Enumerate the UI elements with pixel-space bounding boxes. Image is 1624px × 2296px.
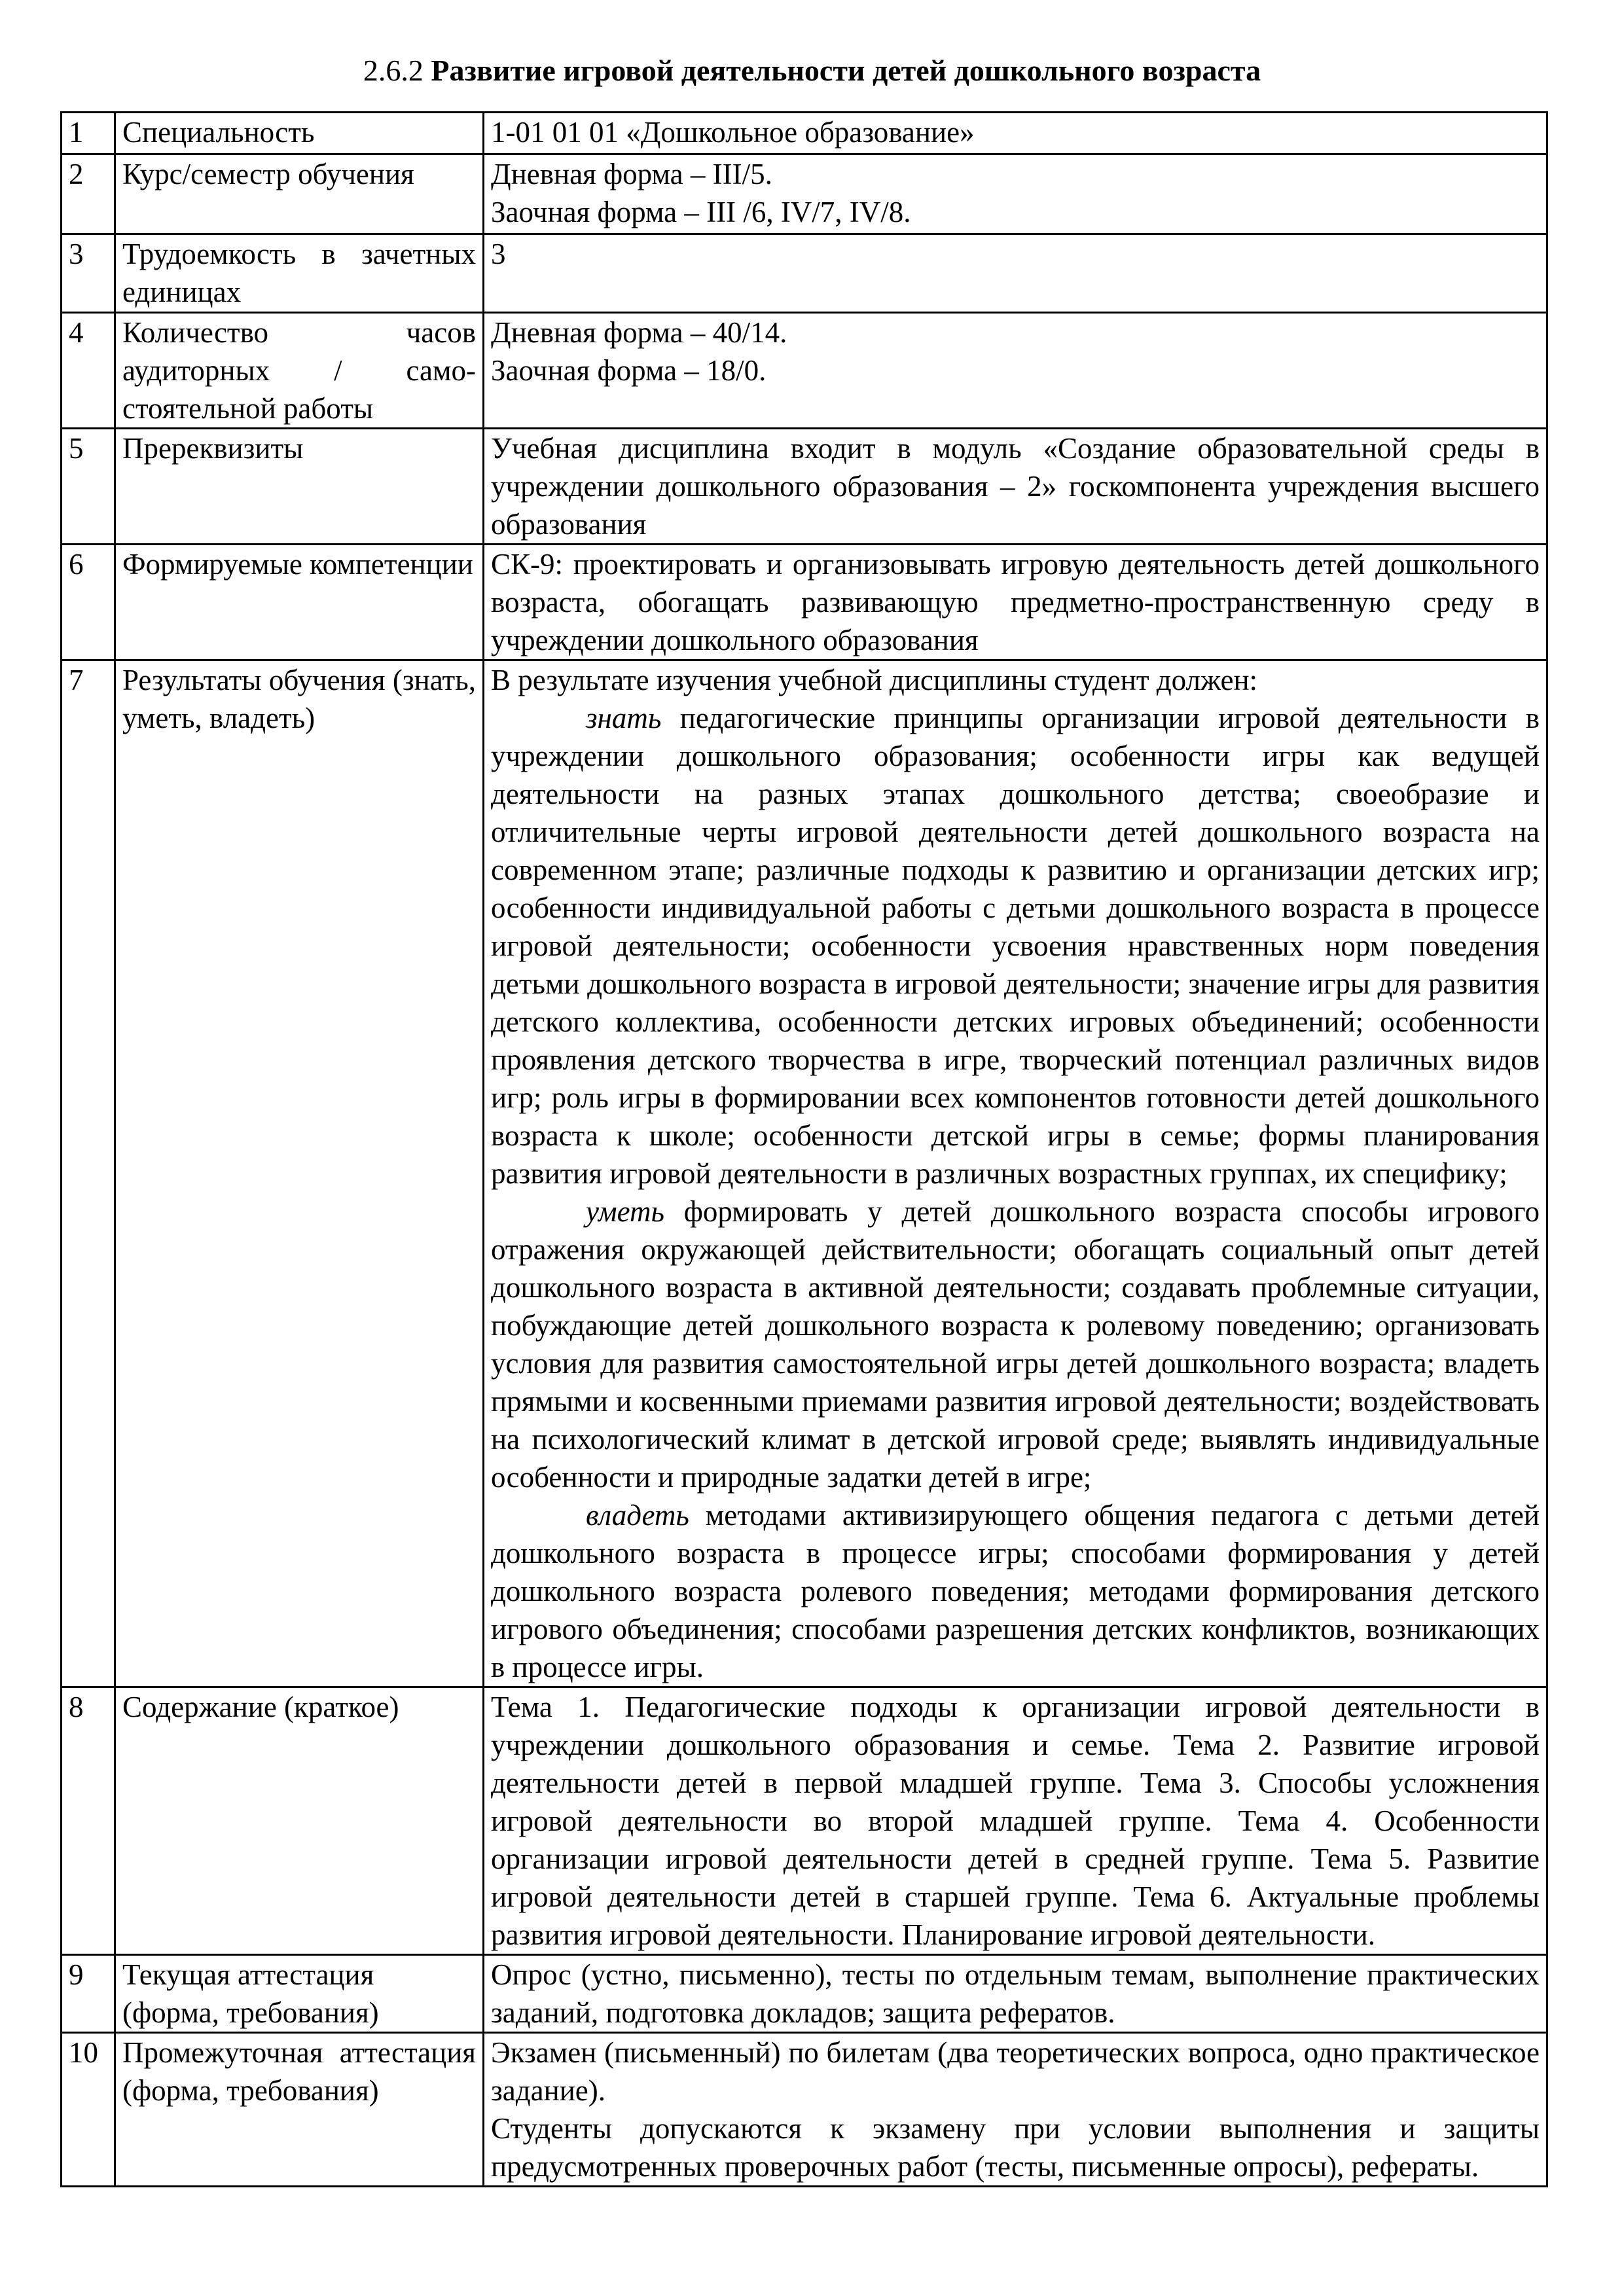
able-text: формировать у детей дошкольного возраста способы игрового отражения окружающей действительности; обогащать социальный опыт детей дошкольного возраста в активной деятельности; создавать проблемные ситуации, побуждающие детей дошкольного возраста к ролевому поведению; организовать условия для развития самостоятельной игры детей дошкольного возраста; владеть прямыми и косвенными приемами развития игровой деятельности; воздействовать на психологический климат в детской игровой среде; выявлять индивидуальные особенности и природные задатки детей в игре; [491,1195,1540,1494]
value-line: Дневная форма – III/5. [491,158,772,190]
row-value: 1-01 01 01 «Дошкольное образование» [484,113,1547,154]
table-row [62,1955,1547,2033]
section-title: Развитие игровой деятельности детей дошкольного возраста [431,54,1261,87]
results-know [491,699,1540,1193]
row-label: Результаты обучения (знать, уметь, владеть) [115,660,484,1687]
table-row [62,154,1547,234]
table-row [62,2033,1547,2187]
document-title [0,51,1624,90]
row-label: Промежуточная аттестация (форма, требования) [115,2033,484,2187]
row-value [484,660,1547,1687]
row-label: Содержание (краткое) [115,1687,484,1955]
row-number: 10 [62,2033,115,2187]
own-text: методами активизирующего общения педагога с детьми детей дошкольного возраста в процессе игры; способами формирования у детей дошкольного возраста ролевого поведения; методами формирования детского игрового объединения; способами разрешения детских конфликтов, возникающих в процессе игры. [491,1499,1540,1683]
row-value: Тема 1. Педагогические подходы к организации игровой деятельности в учреждении дошкольного образования и семье. Тема 2. Развитие игровой деятельности детей в первой младшей группе. Тема 3. Способы усложнения игровой деятельности во второй младшей группе. Тема 4. Особенности организации игровой деятельности детей в средней группе. Тема 5. Развитие игровой деятельности детей в старшей группе. Тема 6. Актуальные проблемы развития игровой деятельности. Планирование игровой деятельности. [484,1687,1547,1955]
table-row [62,660,1547,1687]
row-number: 9 [62,1955,115,2033]
row-label: Количество часов аудиторных / само-стоятельной работы [115,313,484,429]
row-value [484,313,1547,429]
row-number: 6 [62,545,115,660]
results-able [491,1193,1540,1496]
value-line: Дневная форма – 40/14. [491,316,787,349]
row-number: 3 [62,234,115,313]
results-intro: В результате изучения учебной дисциплины студент должен: [491,664,1258,696]
row-number: 1 [62,113,115,154]
row-value: СК-9: проектировать и организовывать игровую деятельность детей дошкольного возраста, обогащать развивающую предметно-пространственную среду в учреждении дошкольного образования [484,545,1547,660]
row-number: 7 [62,660,115,1687]
value-line: Экзамен (письменный) по билетам (два теоретических вопроса, одно практическое задание). [491,2036,1540,2107]
table-row [62,313,1547,429]
row-number: 5 [62,429,115,545]
section-number: 2.6.2 [363,54,424,87]
row-label: Специальность [115,113,484,154]
table-row [62,234,1547,313]
able-keyword: уметь [586,1195,664,1228]
discipline-table [60,111,1548,2187]
table-row [62,545,1547,660]
row-value: 3 [484,234,1547,313]
row-label: Трудоемкость в зачетных единицах [115,234,484,313]
know-text: педагогические принципы организации игровой деятельности в учреждении дошкольного образования; особенности игры как ведущей деятельности на разных этапах дошкольного детства; своеобразие и отличительные черты игровой деятельности детей дошкольного возраста на современном этапе; различные подходы к развитию и организации детских игр; особенности индивидуальной работы с детьми дошкольного возраста в процессе игровой деятельности; особенности усвоения нравственных норм поведения детьми дошкольного возраста в игровой деятельности; значение игры для развития детского коллектива, особенности детских игровых объединений; особенности проявления детского творчества в игре, творческий потенциал различных видов игр; роль игры в формировании всех компонентов готовности детей дошкольного возраста к школе; особенности детской игры в семье; формы планирования развития игровой деятельности в различных возрастных группах, их специфику; [491,702,1540,1190]
value-line: Студенты допускаются к экзамену при условии выполнения и защиты предусмотренных проверочных работ (тесты, письменные опросы), рефераты. [491,2112,1540,2183]
row-value [484,2033,1547,2187]
table-row [62,429,1547,545]
row-value [484,154,1547,234]
row-number: 8 [62,1687,115,1955]
row-number: 2 [62,154,115,234]
value-line: Заочная форма – 18/0. [491,354,767,387]
own-keyword: владеть [586,1499,689,1532]
row-value: Опрос (устно, письменно), тесты по отдельным темам, выполнение практических заданий, подготовка докладов; защита рефератов. [484,1955,1547,2033]
know-keyword: знать [586,702,662,734]
value-line: Заочная форма – III /6, IV/7, IV/8. [491,196,911,228]
results-own [491,1496,1540,1686]
table-row [62,113,1547,154]
row-label: Формируемые компетенции [115,545,484,660]
row-label: Курс/семестр обучения [115,154,484,234]
table-row [62,1687,1547,1955]
row-label: Пререквизиты [115,429,484,545]
row-label: Текущая аттестация (форма, требования) [115,1955,484,2033]
row-value: Учебная дисциплина входит в модуль «Создание образовательной среды в учреждении дошкольного образования – 2» госкомпонента учреждения высшего образования [484,429,1547,545]
row-number: 4 [62,313,115,429]
